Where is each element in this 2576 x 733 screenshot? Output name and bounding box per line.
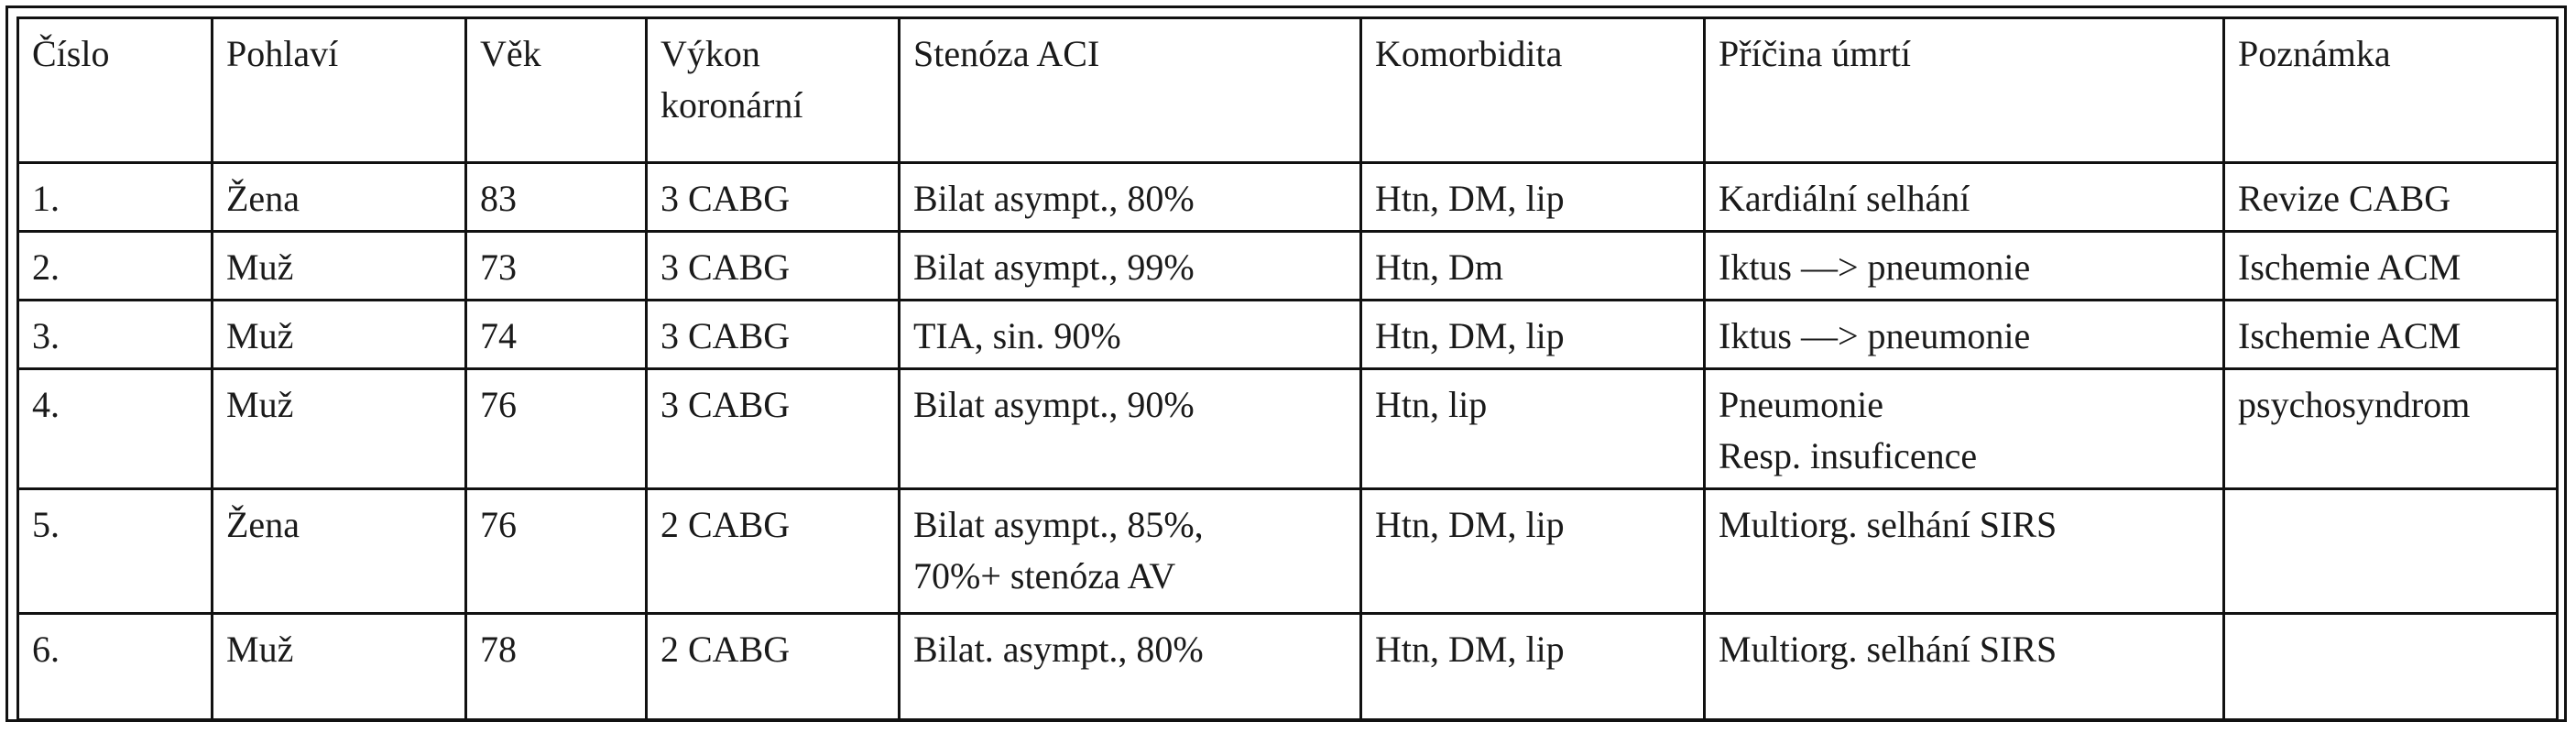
cell-stenoza: Bilat asympt., 85%, 70%+ stenóza AV [900, 489, 1361, 614]
cell-pohlavi: Muž [213, 614, 466, 720]
header-cislo: Číslo [18, 18, 213, 163]
table-row [18, 301, 2558, 369]
table-row [18, 232, 2558, 301]
header-vykon: Výkon koronární [647, 18, 900, 163]
cell-vykon: 3 CABG [647, 163, 900, 232]
cell-vek: 83 [466, 163, 647, 232]
header-komorbidita: Komorbidita [1361, 18, 1705, 163]
cell-cislo: 3. [18, 301, 213, 369]
cell-poznamka [2224, 614, 2558, 720]
cell-cislo: 1. [18, 163, 213, 232]
header-pricina: Příčina úmrtí [1705, 18, 2224, 163]
cell-stenoza: Bilat asympt., 90% [900, 369, 1361, 489]
cell-vek: 78 [466, 614, 647, 720]
cell-stenoza: Bilat asympt., 80% [900, 163, 1361, 232]
table-row [18, 489, 2558, 614]
cell-poznamka [2224, 489, 2558, 614]
cell-poznamka: Ischemie ACM [2224, 232, 2558, 301]
cell-komorbidita: Htn, Dm [1361, 232, 1705, 301]
cell-cislo: 2. [18, 232, 213, 301]
cell-pohlavi: Muž [213, 301, 466, 369]
cell-komorbidita: Htn, DM, lip [1361, 301, 1705, 369]
header-vek: Věk [466, 18, 647, 163]
cell-pohlavi: Žena [213, 163, 466, 232]
cell-pohlavi: Muž [213, 232, 466, 301]
cell-vykon: 3 CABG [647, 369, 900, 489]
cell-vek: 74 [466, 301, 647, 369]
cell-poznamka: psychosyndrom [2224, 369, 2558, 489]
cell-pohlavi: Muž [213, 369, 466, 489]
cell-vek: 76 [466, 489, 647, 614]
table-row [18, 163, 2558, 232]
cell-cislo: 5. [18, 489, 213, 614]
cell-vek: 73 [466, 232, 647, 301]
cell-komorbidita: Htn, DM, lip [1361, 614, 1705, 720]
cell-stenoza: Bilat. asympt., 80% [900, 614, 1361, 720]
cell-vykon: 3 CABG [647, 301, 900, 369]
cell-vykon: 3 CABG [647, 232, 900, 301]
header-poznamka: Poznámka [2224, 18, 2558, 163]
cell-vykon: 2 CABG [647, 489, 900, 614]
table-row [18, 369, 2558, 489]
cell-pricina: Pneumonie Resp. insuficence [1705, 369, 2224, 489]
cell-vykon: 2 CABG [647, 614, 900, 720]
cell-pricina: Iktus —> pneumonie [1705, 232, 2224, 301]
cell-poznamka: Ischemie ACM [2224, 301, 2558, 369]
cell-pricina: Kardiální selhání [1705, 163, 2224, 232]
header-stenoza: Stenóza ACI [900, 18, 1361, 163]
cell-pricina: Multiorg. selhání SIRS [1705, 489, 2224, 614]
cell-poznamka: Revize CABG [2224, 163, 2558, 232]
cell-cislo: 6. [18, 614, 213, 720]
cell-pohlavi: Žena [213, 489, 466, 614]
patient-table [16, 16, 2559, 721]
cell-cislo: 4. [18, 369, 213, 489]
cell-vek: 76 [466, 369, 647, 489]
cell-stenoza: Bilat asympt., 99% [900, 232, 1361, 301]
header-row [18, 18, 2558, 163]
cell-pricina: Iktus —> pneumonie [1705, 301, 2224, 369]
header-pohlavi: Pohlaví [213, 18, 466, 163]
cell-komorbidita: Htn, lip [1361, 369, 1705, 489]
cell-stenoza: TIA, sin. 90% [900, 301, 1361, 369]
cell-komorbidita: Htn, DM, lip [1361, 163, 1705, 232]
table-row [18, 614, 2558, 720]
cell-komorbidita: Htn, DM, lip [1361, 489, 1705, 614]
cell-pricina: Multiorg. selhání SIRS [1705, 614, 2224, 720]
